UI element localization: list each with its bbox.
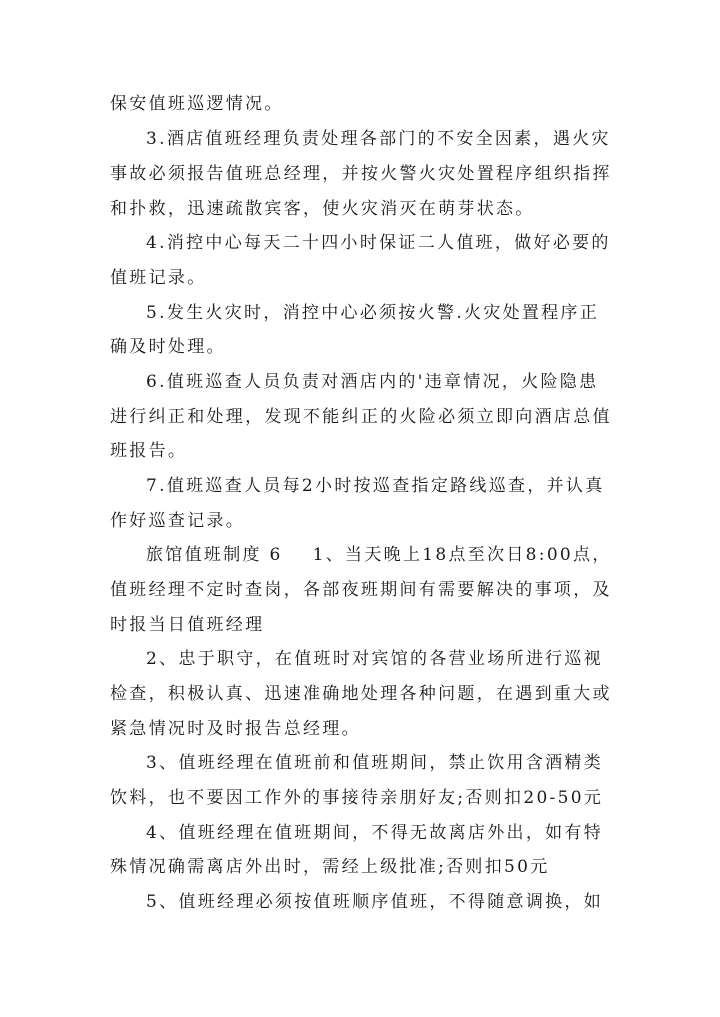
text-line: 确及时处理。 xyxy=(110,337,226,357)
text-line: 班报告。 xyxy=(110,441,188,461)
text-line: 饮料，也不要因工作外的事接待亲朋好友;否则扣20-50元 xyxy=(110,788,604,808)
text-line: 5.发生火灾时，消控中心必须按火警.火灾处置程序正 xyxy=(146,303,600,323)
text-line: 殊情况确需离店外出时，需经上级批准;否则扣50元 xyxy=(110,857,550,877)
text-line: 值班记录。 xyxy=(110,268,207,288)
text-line: 4、值班经理在值班期间，不得无故离店外出，如有特 xyxy=(146,823,604,843)
text-line: 3.酒店值班经理负责处理各部门的不安全因素，遇火灾 xyxy=(146,129,611,149)
section-heading: 旅馆值班制度 6 xyxy=(146,545,283,565)
text-line: 5、值班经理必须按值班顺序值班，不得随意调换，如 xyxy=(146,892,604,912)
text-line: 6.值班巡查人员负责对酒店内的'违章情况，火险隐患 xyxy=(146,372,599,392)
text-line: 检查，积极认真、迅速准确地处理各种问题，在遇到重大或 xyxy=(110,684,612,704)
text-line: 进行纠正和处理，发现不能纠正的火险必须立即向酒店总值 xyxy=(110,407,612,427)
text-line: 7.值班巡查人员每2小时按巡查指定路线巡查，并认真 xyxy=(146,476,605,496)
text-line: 3、值班经理在值班前和值班期间，禁止饮用含酒精类 xyxy=(146,753,604,773)
text-line: 事故必须报告值班总经理，并按火警火灾处置程序组织指挥 xyxy=(110,164,612,184)
text-line: 1、当天晚上18点至次日8:00点， xyxy=(312,545,612,565)
text-line: 紧急情况时及时报告总经理。 xyxy=(110,719,361,739)
text-line: 4.消控中心每天二十四小时保证二人值班，做好必要的 xyxy=(146,233,611,253)
text-line: 作好巡查记录。 xyxy=(110,511,246,531)
section-heading-line xyxy=(146,544,612,566)
text-line: 值班经理不定时查岗，各部夜班期间有需要解决的事项，及 xyxy=(110,580,612,600)
text-line: 2、忠于职守，在值班时对宾馆的各营业场所进行巡视 xyxy=(146,649,604,669)
text-line: 保安值班巡逻情况。 xyxy=(110,94,284,114)
text-line: 时报当日值班经理 xyxy=(110,615,265,635)
text-line: 和扑救，迅速疏散宾客，使火灾消灭在萌芽状态。 xyxy=(110,199,535,219)
